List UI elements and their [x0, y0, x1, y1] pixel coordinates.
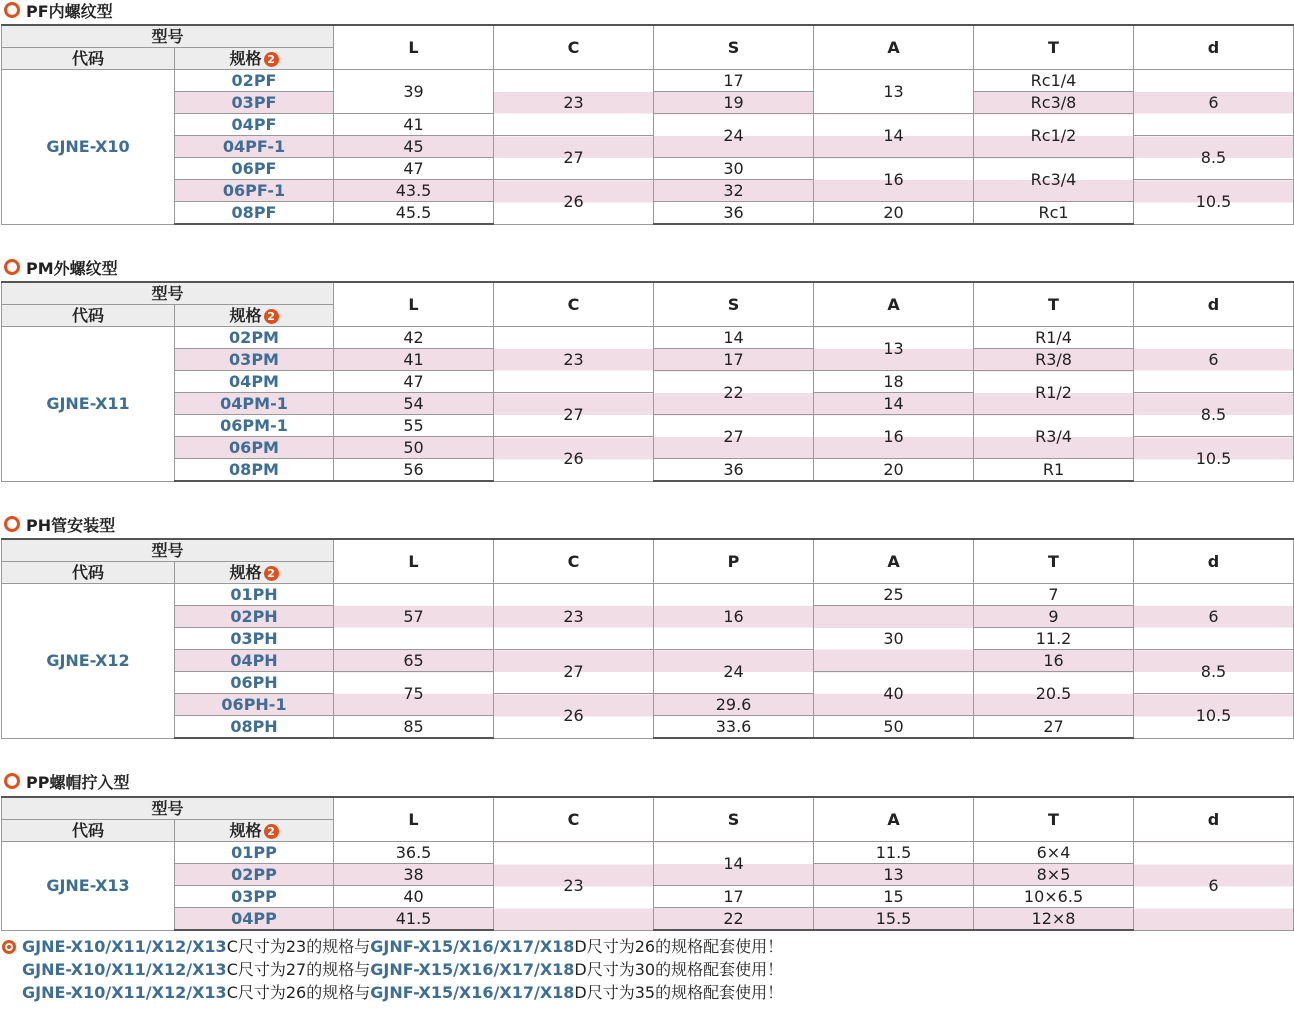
section-title-pp: [4, 771, 129, 791]
value-cell: 14: [814, 114, 974, 158]
header-col-d: d: [1134, 797, 1294, 842]
note-text: D尺寸为35的规格配套使用！: [574, 983, 784, 1002]
value-cell: 9: [974, 606, 1134, 628]
value-cell: 10×6.5: [974, 886, 1134, 908]
value-cell: 13: [814, 864, 974, 886]
header-model: 型号: [2, 539, 334, 562]
value-cell: Rc1/2: [974, 114, 1134, 158]
model-cell: 08PM: [175, 459, 334, 482]
header-col-L: L: [334, 539, 494, 584]
value-cell: 41: [334, 349, 494, 371]
value-cell: 14: [654, 842, 814, 886]
value-cell: 27: [494, 650, 654, 694]
header-col-d: d: [1134, 282, 1294, 327]
value-cell: 27: [654, 415, 814, 459]
value-cell: 27: [974, 716, 1134, 739]
value-cell: 25: [814, 584, 974, 606]
value-cell: 10.5: [1134, 437, 1294, 482]
value-cell: 11.2: [974, 628, 1134, 650]
value-cell: 15.5: [814, 908, 974, 931]
header-code: 代码: [2, 48, 175, 70]
circle-bullet-icon: [4, 2, 20, 18]
model-cell: 04PF: [175, 114, 334, 136]
value-cell: R3/4: [974, 415, 1134, 459]
value-cell: 50: [814, 716, 974, 739]
value-cell: Rc1: [974, 202, 1134, 225]
header-spec: 规格 2: [175, 820, 334, 842]
value-cell: 16: [974, 650, 1134, 672]
circle-bullet-icon: [4, 516, 20, 532]
header-col-A: A: [814, 539, 974, 584]
value-cell: 7: [974, 584, 1134, 606]
value-cell: 23: [494, 842, 654, 931]
value-cell: 30: [654, 158, 814, 180]
header-model: 型号: [2, 797, 334, 820]
value-cell: 29.6: [654, 694, 814, 716]
note-text: C尺寸为26的规格与: [226, 983, 371, 1002]
number-badge-icon: 2: [264, 566, 279, 581]
circle-bullet-icon: [4, 773, 20, 789]
value-cell: 47: [334, 371, 494, 393]
value-cell: Rc3/8: [974, 92, 1134, 114]
value-cell: 24: [654, 114, 814, 158]
spec-table-pf: [1, 24, 1294, 225]
note-model-ref: GJNF-X15/X16/X17/X18: [370, 960, 575, 979]
model-cell: 03PM: [175, 349, 334, 371]
value-cell: 75: [334, 672, 494, 716]
header-model: 型号: [2, 25, 334, 48]
section-title-text: PF内螺纹型: [26, 1, 113, 21]
value-cell: 22: [654, 908, 814, 931]
model-cell: 04PF-1: [175, 136, 334, 158]
value-cell: 13: [814, 70, 974, 114]
header-col-T: T: [974, 282, 1134, 327]
value-cell: 38: [334, 864, 494, 886]
note-line: [2, 935, 783, 958]
note-text: C尺寸为27的规格与: [226, 960, 371, 979]
model-cell: 01PH: [175, 584, 334, 606]
value-cell: 10.5: [1134, 180, 1294, 225]
model-cell: 02PP: [175, 864, 334, 886]
footnotes: [2, 935, 783, 1004]
value-cell: 6: [1134, 70, 1294, 136]
header-col-C: C: [494, 25, 654, 70]
model-cell: 03PP: [175, 886, 334, 908]
value-cell: 36: [654, 202, 814, 225]
value-cell: 11.5: [814, 842, 974, 864]
value-cell: 39: [334, 70, 494, 114]
model-cell: 02PF: [175, 70, 334, 92]
note-model-ref: GJNE-X10/X11/X12/X13: [22, 960, 227, 979]
header-col-P: P: [654, 539, 814, 584]
value-cell: 8.5: [1134, 650, 1294, 694]
note-model-ref: GJNE-X10/X11/X12/X13: [22, 983, 227, 1002]
model-cell: 08PH: [175, 716, 334, 739]
value-cell: 55: [334, 415, 494, 437]
value-cell: 23: [494, 70, 654, 136]
value-cell: 36.5: [334, 842, 494, 864]
value-cell: 41.5: [334, 908, 494, 931]
header-col-d: d: [1134, 539, 1294, 584]
value-cell: R3/8: [974, 349, 1134, 371]
value-cell: R1/2: [974, 371, 1134, 415]
model-cell: 06PH: [175, 672, 334, 694]
value-cell: 43.5: [334, 180, 494, 202]
value-cell: 17: [654, 886, 814, 908]
value-cell: 50: [334, 437, 494, 459]
value-cell: 6: [1134, 584, 1294, 650]
model-cell: 02PM: [175, 327, 334, 349]
value-cell: 16: [814, 158, 974, 202]
code-cell: GJNE-X10: [2, 70, 175, 225]
header-spec: 规格 2: [175, 48, 334, 70]
section-title-pf: [4, 0, 113, 20]
value-cell: 65: [334, 650, 494, 672]
header-col-T: T: [974, 25, 1134, 70]
section-title-text: PP螺帽拧入型: [26, 772, 130, 792]
code-cell: GJNE-X13: [2, 842, 175, 931]
value-cell: 40: [334, 886, 494, 908]
section-title-pm: [4, 257, 118, 277]
value-cell: 45.5: [334, 202, 494, 225]
header-col-C: C: [494, 539, 654, 584]
value-cell: 40: [814, 672, 974, 716]
value-cell: 41: [334, 114, 494, 136]
header-spec: 规格 2: [175, 562, 334, 584]
value-cell: 12×8: [974, 908, 1134, 931]
value-cell: 16: [654, 584, 814, 650]
value-cell: R1/4: [974, 327, 1134, 349]
value-cell: R1: [974, 459, 1134, 482]
header-col-S: S: [654, 797, 814, 842]
note-text: C尺寸为23的规格与: [226, 937, 371, 956]
header-col-A: A: [814, 797, 974, 842]
section-title-ph: [4, 514, 115, 534]
circle-bullet-icon: [4, 259, 20, 275]
value-cell: 14: [814, 393, 974, 415]
value-cell: 6: [1134, 327, 1294, 393]
value-cell: 6: [1134, 842, 1294, 931]
value-cell: Rc1/4: [974, 70, 1134, 92]
header-col-T: T: [974, 539, 1134, 584]
value-cell: 20.5: [974, 672, 1134, 716]
header-model: 型号: [2, 282, 334, 305]
spec-table-pm: [1, 281, 1294, 482]
note-model-ref: GJNF-X15/X16/X17/X18: [370, 983, 575, 1002]
value-cell: 42: [334, 327, 494, 349]
note-text: D尺寸为26的规格配套使用！: [574, 937, 784, 956]
target-bullet-icon: [2, 940, 16, 954]
note-model-ref: GJNE-X10/X11/X12/X13: [22, 937, 227, 956]
value-cell: 47: [334, 158, 494, 180]
header-col-T: T: [974, 797, 1134, 842]
number-badge-icon: 2: [264, 309, 279, 324]
value-cell: 32: [654, 180, 814, 202]
value-cell: 33.6: [654, 716, 814, 739]
value-cell: 36: [654, 459, 814, 482]
value-cell: 26: [494, 180, 654, 225]
note-line: [2, 958, 783, 981]
code-cell: GJNE-X12: [2, 584, 175, 739]
note-text: D尺寸为30的规格配套使用！: [574, 960, 784, 979]
model-cell: 04PP: [175, 908, 334, 931]
model-cell: 02PH: [175, 606, 334, 628]
note-model-ref: GJNF-X15/X16/X17/X18: [370, 937, 575, 956]
value-cell: 54: [334, 393, 494, 415]
value-cell: 26: [494, 694, 654, 739]
value-cell: 6×4: [974, 842, 1134, 864]
value-cell: 23: [494, 584, 654, 650]
value-cell: 22: [654, 371, 814, 415]
spec-table-ph: [1, 538, 1294, 739]
code-cell: GJNE-X11: [2, 327, 175, 482]
header-col-S: S: [654, 282, 814, 327]
model-cell: 06PH-1: [175, 694, 334, 716]
header-col-L: L: [334, 797, 494, 842]
header-col-d: d: [1134, 25, 1294, 70]
value-cell: 20: [814, 459, 974, 482]
value-cell: 16: [814, 415, 974, 459]
header-code: 代码: [2, 820, 175, 842]
value-cell: 85: [334, 716, 494, 739]
value-cell: 27: [494, 136, 654, 180]
number-badge-icon: 2: [264, 52, 279, 67]
model-cell: 08PF: [175, 202, 334, 225]
header-code: 代码: [2, 562, 175, 584]
header-col-A: A: [814, 282, 974, 327]
value-cell: 23: [494, 327, 654, 393]
model-cell: 06PM-1: [175, 415, 334, 437]
value-cell: 45: [334, 136, 494, 158]
value-cell: 20: [814, 202, 974, 225]
value-cell: 24: [654, 650, 814, 694]
value-cell: 18: [814, 371, 974, 393]
header-col-A: A: [814, 25, 974, 70]
header-col-S: S: [654, 25, 814, 70]
value-cell: 8.5: [1134, 393, 1294, 437]
spec-table-pp: [1, 796, 1294, 931]
value-cell: 27: [494, 393, 654, 437]
section-title-text: PH管安装型: [26, 515, 116, 535]
model-cell: 04PM: [175, 371, 334, 393]
header-spec: 规格 2: [175, 305, 334, 327]
model-cell: 06PF-1: [175, 180, 334, 202]
value-cell: 17: [654, 349, 814, 371]
model-cell: 06PM: [175, 437, 334, 459]
value-cell: 15: [814, 886, 974, 908]
value-cell: 56: [334, 459, 494, 482]
value-cell: 10.5: [1134, 694, 1294, 739]
model-cell: 03PF: [175, 92, 334, 114]
value-cell: 8.5: [1134, 136, 1294, 180]
header-col-C: C: [494, 282, 654, 327]
header-col-L: L: [334, 25, 494, 70]
value-cell: 19: [654, 92, 814, 114]
value-cell: 17: [654, 70, 814, 92]
model-cell: 01PP: [175, 842, 334, 864]
value-cell: Rc3/4: [974, 158, 1134, 202]
header-code: 代码: [2, 305, 175, 327]
value-cell: 13: [814, 327, 974, 371]
header-col-C: C: [494, 797, 654, 842]
model-cell: 04PM-1: [175, 393, 334, 415]
value-cell: 57: [334, 584, 494, 650]
model-cell: 03PH: [175, 628, 334, 650]
number-badge-icon: 2: [264, 824, 279, 839]
value-cell: 30: [814, 606, 974, 672]
model-cell: 06PF: [175, 158, 334, 180]
value-cell: 26: [494, 437, 654, 482]
section-title-text: PM外螺纹型: [26, 258, 118, 278]
note-line: [2, 981, 783, 1004]
model-cell: 04PH: [175, 650, 334, 672]
header-col-L: L: [334, 282, 494, 327]
value-cell: 14: [654, 327, 814, 349]
value-cell: 8×5: [974, 864, 1134, 886]
